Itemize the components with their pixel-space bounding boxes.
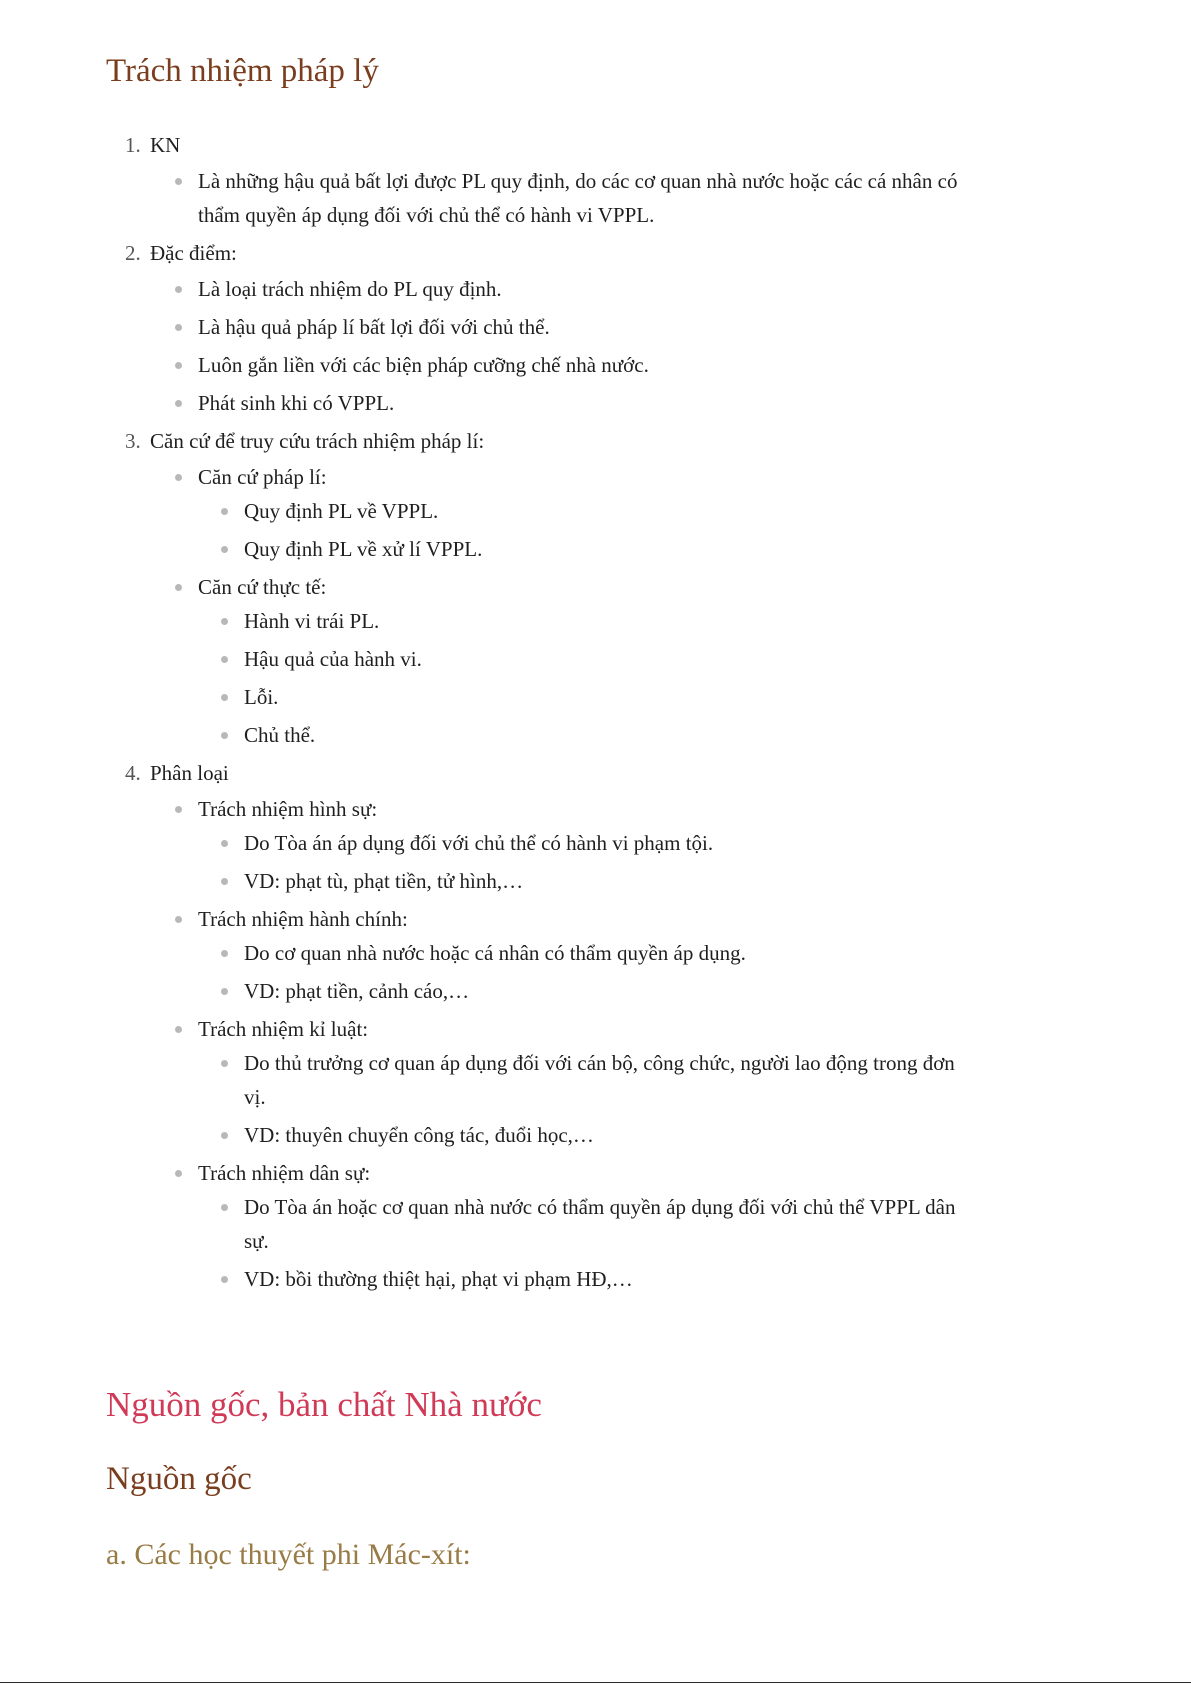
sub-bullet-item: VD: bồi thường thiệt hại, phạt vi phạm HĐ,… xyxy=(244,1262,966,1296)
bullet-item: Là hậu quả pháp lí bất lợi đối với chủ thể. xyxy=(198,310,966,344)
sub-bullet-item: Hành vi trái PL. xyxy=(244,604,966,638)
sub-bullet-item: Hậu quả của hành vi. xyxy=(244,642,966,676)
item-label: Căn cứ để truy cứu trách nhiệm pháp lí: xyxy=(150,429,485,453)
bullet-item: Căn cứ thực tế: Hành vi trái PL. Hậu quả của hành vi. Lỗi. Chủ thể. xyxy=(198,570,966,752)
sub-bullet-item: Do Tòa án áp dụng đối với chủ thể có hành vi phạm tội. xyxy=(244,826,966,860)
sub-bullet-item: VD: phạt tiền, cảnh cáo,… xyxy=(244,974,966,1008)
sub-bullet-item: Lỗi. xyxy=(244,680,966,714)
sub-bullet-list xyxy=(198,826,966,898)
bullet-item: Trách nhiệm hành chính: Do cơ quan nhà nước hoặc cá nhân có thẩm quyền áp dụng. VD: phạt tiền, cảnh cáo,… xyxy=(198,902,966,1008)
bullet-item: Trách nhiệm kỉ luật: Do thủ trưởng cơ quan áp dụng đối với cán bộ, công chức, người lao động trong đơn vị. VD: thuyên chuyển công tác, đuổi học,… xyxy=(198,1012,966,1152)
bullet-list xyxy=(150,792,966,1296)
sub-bullet-item: Quy định PL về VPPL. xyxy=(244,494,966,528)
bullet-list xyxy=(150,460,966,752)
item-label: Phân loại xyxy=(150,761,229,785)
sub-bullet-item: Do Tòa án hoặc cơ quan nhà nước có thẩm quyền áp dụng đối với chủ thể VPPL dân sự. xyxy=(244,1190,966,1258)
item-label: Đặc điểm: xyxy=(150,241,237,265)
section-title-nguon-goc-ban-chat: Nguồn gốc, bản chất Nhà nước xyxy=(106,1385,542,1424)
content-body xyxy=(106,128,966,1300)
bullet-item: Trách nhiệm dân sự: Do Tòa án hoặc cơ quan nhà nước có thẩm quyền áp dụng đối với chủ thể VPPL dân sự. VD: bồi thường thiệt hại, phạt vi phạm HĐ,… xyxy=(198,1156,966,1296)
list-item-dac-diem xyxy=(146,236,966,420)
sub-bullet-list xyxy=(198,604,966,752)
sub-bullet-list xyxy=(198,1046,966,1152)
page-bottom-divider xyxy=(0,1682,1191,1683)
list-item-kn xyxy=(146,128,966,232)
bullet-list xyxy=(150,272,966,420)
bullet-item: Là loại trách nhiệm do PL quy định. xyxy=(198,272,966,306)
bullet-item: Luôn gắn liền với các biện pháp cưỡng chế nhà nước. xyxy=(198,348,966,382)
sub-bullet-list xyxy=(198,1190,966,1296)
sub-bullet-item: Do thủ trưởng cơ quan áp dụng đối với cán bộ, công chức, người lao động trong đơn vị. xyxy=(244,1046,966,1114)
bullet-list xyxy=(150,164,966,232)
sub-bullet-item: Do cơ quan nhà nước hoặc cá nhân có thẩm quyền áp dụng. xyxy=(244,936,966,970)
sub-bullet-item: Chủ thể. xyxy=(244,718,966,752)
bullet-item: Căn cứ pháp lí: Quy định PL về VPPL. Quy định PL về xử lí VPPL. xyxy=(198,460,966,566)
sub-bullet-item: VD: thuyên chuyển công tác, đuổi học,… xyxy=(244,1118,966,1152)
sub-bullet-item: Quy định PL về xử lí VPPL. xyxy=(244,532,966,566)
subsubsection-title-phi-mac-xit: a. Các học thuyết phi Mác-xít: xyxy=(106,1538,471,1571)
section-title-trach-nhiem: Trách nhiệm pháp lý xyxy=(106,53,379,89)
list-item-phan-loai xyxy=(146,756,966,1296)
numbered-list xyxy=(106,128,966,1296)
item-label: KN xyxy=(150,133,181,157)
bullet-item: Trách nhiệm hình sự: Do Tòa án áp dụng đối với chủ thể có hành vi phạm tội. VD: phạt tù, phạt tiền, tử hình,… xyxy=(198,792,966,898)
sub-bullet-list xyxy=(198,936,966,1008)
sub-bullet-list xyxy=(198,494,966,566)
subsection-title-nguon-goc: Nguồn gốc xyxy=(106,1461,252,1497)
sub-bullet-item: VD: phạt tù, phạt tiền, tử hình,… xyxy=(244,864,966,898)
bullet-item: Phát sinh khi có VPPL. xyxy=(198,386,966,420)
list-item-can-cu xyxy=(146,424,966,752)
bullet-item: Là những hậu quả bất lợi được PL quy định, do các cơ quan nhà nước hoặc các cá nhân có thẩm quyền áp dụng đối với chủ thể có hành vi VPPL. xyxy=(198,164,966,232)
